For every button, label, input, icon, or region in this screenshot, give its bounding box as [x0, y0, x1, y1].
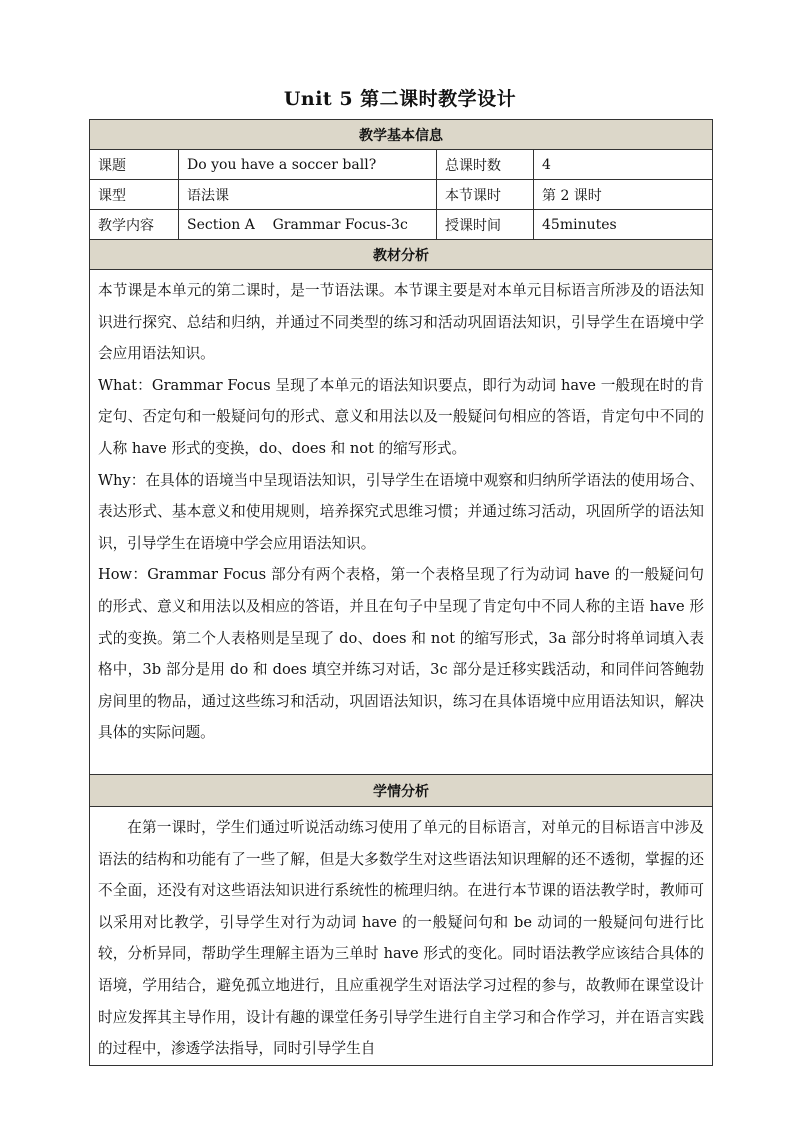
material-analysis-body	[90, 270, 713, 775]
value-duration: 45minutes	[534, 210, 713, 240]
table-row	[90, 150, 713, 180]
label-current-period: 本节课时	[437, 180, 534, 210]
value-lesson-type: 语法课	[179, 180, 437, 210]
lesson-plan-table	[89, 119, 713, 1066]
label-duration: 授课时间	[437, 210, 534, 240]
material-paragraph-how: How：Grammar Focus 部分有两个表格，第一个表格呈现了行为动词 have 的一般疑问句的形式、意义和用法以及相应的答语，并且在句子中呈现了肯定句中不同人称的主语 have 形式的变换。第二个人表格则是呈现了 do、does 和 not 的缩写形式，3a 部分时将单词填入表格中，3b 部分是用 do 和 does 填空并练习对话，3c 部分是迁移实践活动，和同伴问答鲍勃房间里的物品，通过这些练习和活动，巩固语法知识，练习在具体语境中应用语法知识，解决具体的实际问题。	[98, 566, 704, 742]
table-row	[90, 180, 713, 210]
student-analysis-header: 学情分析	[90, 775, 713, 807]
student-analysis-paragraph: 在第一课时，学生们通过听说活动练习使用了单元的目标语言，对单元的目标语言中涉及语法的结构和功能有了一些了解，但是大多数学生对这些语法知识理解的还不透彻，掌握的还不全面，还没有对这些语法知识进行系统性的梳理归纳。在进行本节课的语法教学时，教师可以采用对比教学，引导学生对行为动词 have 的一般疑问句和 be 动词的一般疑问句进行比较，分析异同，帮助学生理解主语为三单时 have 形式的变化。同时语法教学应该结合具体的语境，学用结合，避免孤立地进行，且应重视学生对语法学习过程的参与，故教师在课堂设计时应发挥其主导作用，设计有趣的课堂任务引导学生进行自主学习和合作学习，并在语言实践的过程中，渗透学法指导，同时引导学生自	[98, 819, 704, 1058]
student-analysis-body	[90, 807, 713, 1066]
material-analysis-header: 教材分析	[90, 240, 713, 270]
value-current-period: 第 2 课时	[534, 180, 713, 210]
label-topic: 课题	[90, 150, 179, 180]
value-total-periods: 4	[534, 150, 713, 180]
table-row	[90, 210, 713, 240]
material-paragraph-intro: 本节课是本单元的第二课时，是一节语法课。本节课主要是对本单元目标语言所涉及的语法知识进行探究、总结和归纳，并通过不同类型的练习和活动巩固语法知识，引导学生在语境中学会应用语法知识。	[98, 282, 704, 363]
basic-info-header: 教学基本信息	[90, 120, 713, 150]
value-topic: Do you have a soccer ball?	[179, 150, 437, 180]
page-title: Unit 5 第二课时教学设计	[283, 88, 517, 110]
label-content: 教学内容	[90, 210, 179, 240]
label-total-periods: 总课时数	[437, 150, 534, 180]
material-paragraph-why: Why：在具体的语境当中呈现语法知识，引导学生在语境中观察和归纳所学语法的使用场合、表达形式、基本意义和使用规则，培养探究式思维习惯；并通过练习活动，巩固所学的语法知识，引导学生在语境中学会应用语法知识。	[98, 471, 704, 552]
label-lesson-type: 课型	[90, 180, 179, 210]
value-content: Section A Grammar Focus-3c	[179, 210, 437, 240]
material-paragraph-what: What：Grammar Focus 呈现了本单元的语法知识要点，即行为动词 have 一般现在时的肯定句、否定句和一般疑问句的形式、意义和用法以及一般疑问句相应的答语，肯定句中不同的人称 have 形式的变换，do、does 和 not 的缩写形式。	[98, 376, 704, 457]
